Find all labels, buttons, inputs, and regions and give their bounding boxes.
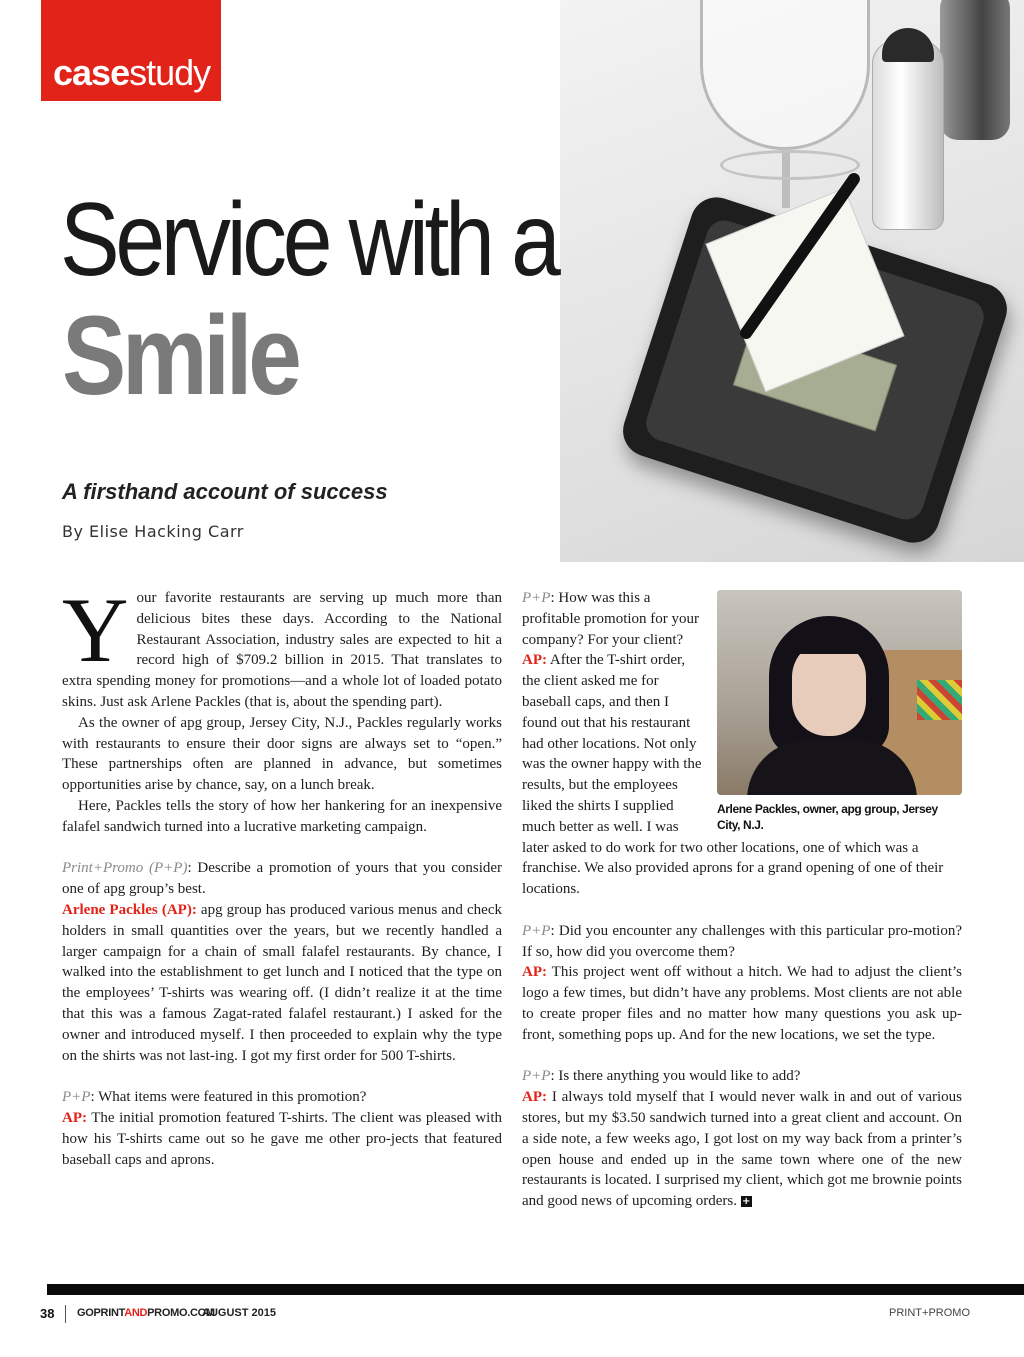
hero-photo — [560, 0, 1024, 562]
question-label: Print+Promo (P+P) — [62, 860, 188, 877]
salt-shaker — [872, 40, 944, 230]
answer-label: AP: — [522, 652, 547, 669]
footer-divider — [65, 1305, 66, 1323]
intro-text-1: our favorite restaurants are serving up much more than delicious bites these days. According to the National Restaurant Association, industry sales are expected to hit a record high of $709.2 billion in 2015. That translates to extra spending money for promotions—and a whole lot of loaded potato skins. Just ask Arlene Packles (that is, about the spending part). — [62, 590, 502, 710]
page-number: 38 — [40, 1306, 55, 1321]
answer-label: Arlene Packles (AP): — [62, 901, 197, 918]
site-part-1: GOPRINT — [77, 1307, 125, 1319]
question-text: : What items were featured in this promotion? — [90, 1089, 367, 1106]
answer-text: This project went off without a hitch. We had to adjust the client’s logo a few times, but didn’t have any problems. Most clients are not able to create proper files and no matter how many questions you ask up-front, something pops up. And for the new locations, we set the type. — [522, 964, 962, 1043]
drop-cap: Y — [62, 579, 129, 681]
question-text: : How was this a profitable promotion for your company? For your client? — [522, 590, 700, 648]
magazine-name: PRINT+PROMO — [889, 1307, 970, 1319]
footer-rule — [47, 1284, 1024, 1295]
qa-block-5 — [522, 1066, 962, 1212]
answer-label: AP: — [522, 1089, 547, 1106]
answer-text: I always told myself that I would never walk in and out of various stores, but my $3.50 sandwich turned into a great client and account. On a side note, a few weeks ago, I got lost on my way back from a printer’s open house and ended up in the same town where one of the new restaurants is located. I surprised my client, which got me brownie points and good news of upcoming orders. — [522, 1089, 962, 1210]
question-label: P+P — [522, 922, 551, 939]
article-column-1 — [62, 579, 503, 1170]
question-label: P+P — [522, 1068, 551, 1085]
tag-study: study — [129, 52, 211, 93]
answer-label: AP: — [522, 964, 547, 981]
wine-glass-base — [720, 150, 860, 180]
answer-text: The initial promotion featured T-shirts. The client was pleased with how his T-shirts came out so he gave me other pro-jects that featured baseball caps and aprons. — [62, 1109, 502, 1168]
tag-case: case — [53, 52, 130, 93]
intro-paragraph-2: As the owner of apg group, Jersey City, N.J., Packles regularly works with restaurants to ensure their door signs are always set to “open.” These partnerships often are planned in advance, but sometimes opportunities arise by chance, say, on a lunch break. — [62, 714, 502, 794]
photo-caption-wrap — [717, 801, 962, 833]
salt-shaker-cap — [882, 28, 934, 62]
site-part-3: PROMO.COM — [147, 1307, 215, 1319]
qa-block-2 — [62, 1087, 502, 1170]
headline-line2: Smile — [62, 293, 298, 418]
site-part-2: AND — [124, 1307, 148, 1319]
footer-website — [77, 1307, 215, 1319]
pepper-shaker — [940, 0, 1010, 140]
question-label: P+P — [522, 590, 551, 606]
intro-paragraph-3: Here, Packles tells the story of how her hankering for an inexpensive falafel sandwich turned into a lucrative marketing campaign. — [62, 797, 502, 835]
question-text: : Is there anything you would like to add? — [550, 1068, 801, 1085]
qa-block-4 — [522, 921, 962, 1046]
deck-subtitle: A firsthand account of success — [62, 479, 388, 504]
question-text: : Did you encounter any challenges with this particular pro-motion? If so, how did you overcome them? — [522, 922, 962, 960]
plus-endmark-icon: + — [742, 1196, 751, 1208]
case-study-tag — [41, 0, 221, 101]
headline-line1: Service with a — [60, 182, 557, 298]
issue-date: AUGUST 2015 — [202, 1307, 276, 1319]
question-label: P+P — [62, 1089, 91, 1106]
qa-block-1 — [62, 858, 502, 1066]
byline: By Elise Hacking Carr — [62, 522, 244, 541]
intro-paragraph-1 — [62, 579, 502, 713]
page-footer — [40, 1306, 970, 1324]
portrait-photo — [717, 590, 962, 795]
photo-caption: Arlene Packles, owner, apg group, Jersey City, N.J. — [717, 802, 938, 832]
answer-text: After the T-shirt order, the client asked me for baseball caps, and then I found out that his restaurant had other locations. Not only was the owner happy with the results, but the employees liked the shirts I supplied much better as well. I was later asked to do work for two other locations, one of which was a franchise. We also provided aprons for a grand opening of one of their locations. — [522, 652, 944, 898]
answer-label: AP: — [62, 1109, 87, 1126]
article-column-2 — [522, 588, 962, 1212]
answer-text: apg group has produced various menus and check holders in small quantities over the years, but we recently handled a larger campaign for a chain of small falafel restaurants. By chance, I walked into the establishment to get lunch and I noticed that the type on the employees’ T-shirts was wearing off. (I didn’t realize it at the time that this was a famous Zagat-rated falafel restaurant.) I asked for the owner and introduced myself. I then proceeded to explain why the type on the shirts was not last-ing. I got my first order for 500 T-shirts. — [62, 901, 502, 1064]
question-text: : Describe a promotion of yours that you consider one of apg group’s best. — [62, 860, 503, 898]
wine-glass-shape — [700, 0, 870, 150]
